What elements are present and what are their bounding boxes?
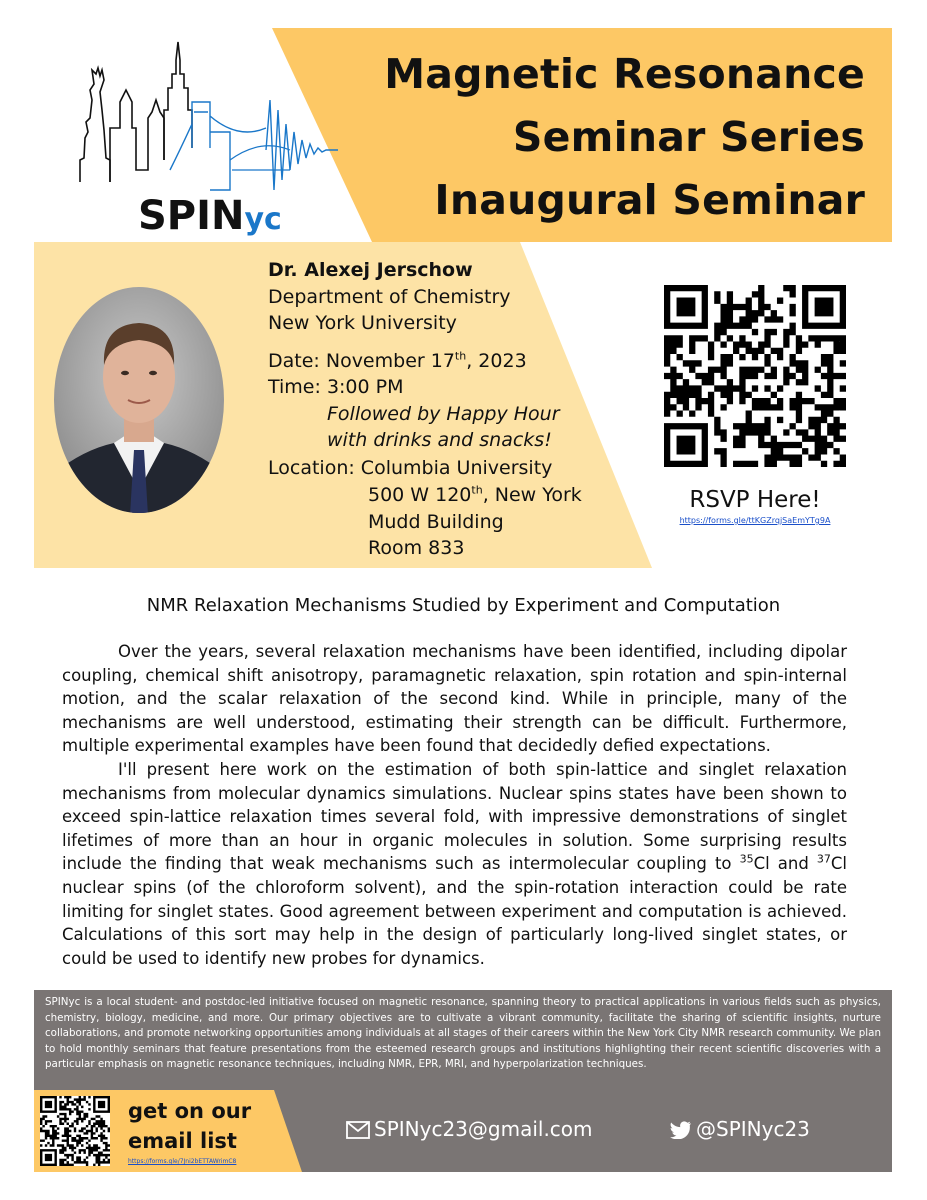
speaker-institution: New York University bbox=[268, 312, 457, 334]
email-list-qr-code[interactable] bbox=[40, 1096, 110, 1166]
event-location-sup: th bbox=[471, 483, 483, 497]
contact-twitter-text: @SPINyc23 bbox=[696, 1117, 810, 1141]
abstract-paragraph-2 bbox=[62, 758, 847, 970]
email-list-cta bbox=[128, 1096, 251, 1156]
abstract-p2-part-a: I'll present here work on the estimation of both spin-lattice and singlet relaxation mechanisms from molecular dynamics simulations. Nuclear spins states have been shown to exceed spin-lattice relaxation times several fold, with impressive demonstrations of singlet lifetimes of more than an hour in organic molecules in solution. Some surprising results include the finding that weak mechanisms such as intermolecular coupling to bbox=[62, 759, 847, 874]
event-location-line-1: Location: Columbia University bbox=[268, 457, 553, 479]
email-cta-line-2: email list bbox=[128, 1129, 237, 1153]
event-location-city: , New York bbox=[482, 484, 582, 506]
speaker-name: Dr. Alexej Jerschow bbox=[268, 259, 473, 281]
event-date bbox=[268, 349, 527, 374]
abstract-paragraph-1: Over the years, several relaxation mechanisms have been identified, including dipolar coupling, chemical shift anisotropy, paramagnetic relaxation, spin rotation and spin-internal motion, and the scalar relaxation of the second kind. While in principle, many of the mechanisms are well understood, estimating their strength can be difficult. Furthermore, multiple experimental examples have been found that decidedly defied expectations. bbox=[62, 642, 847, 756]
abstract-sup-37: 37 bbox=[816, 852, 831, 866]
email-cta-line-1: get on our bbox=[128, 1099, 252, 1123]
event-date-sup: th bbox=[454, 349, 467, 363]
contact-email[interactable] bbox=[346, 1117, 593, 1141]
event-location-line-3: Mudd Building bbox=[368, 511, 504, 533]
event-location-line-4: Room 833 bbox=[368, 537, 465, 559]
event-note-line-2: with drinks and snacks! bbox=[327, 429, 552, 451]
footer-description: SPINyc is a local student- and postdoc-led initiative focused on magnetic resonance, spanning theory to practical applications in various fields such as physics, chemistry, biology, medicine, and more. Our primary objectives are to cultivate a vibrant community, facilitate the sharing of scientific insights, nurture collaborations, and promote networking opportunities among individuals at all stages of their careers within the New York City NMR research community. We plan to hold monthly seminars that feature presentations from the esteemed research groups and institutions highlighting their recent scientific discoveries with a particular emphasis on magnetic resonance techniques, including NMR, EPR, MRI, and hyperpolarization techniques. bbox=[45, 996, 881, 1071]
abstract-p2-part-c: Cl nuclear spins (of the chloroform solvent), and the spin-rotation interaction could be rate limiting for singlet states. Good agreement between experiment and computation is achieved. Calculations of this sort may help in the design of particularly long-lived singlet states, or could be used to identify new probes for dynamics. bbox=[62, 854, 847, 968]
contact-twitter[interactable] bbox=[670, 1117, 810, 1141]
rsvp-qr-code[interactable] bbox=[664, 285, 846, 467]
envelope-icon bbox=[346, 1121, 370, 1139]
event-date-year: , 2023 bbox=[466, 350, 527, 372]
contact-email-text: SPINyc23@gmail.com bbox=[374, 1117, 593, 1141]
abstract-p2-part-b: Cl and bbox=[753, 854, 817, 874]
abstract-sup-35: 35 bbox=[739, 852, 754, 866]
logo-text-sub: yc bbox=[244, 202, 282, 237]
rsvp-label: RSVP Here! bbox=[689, 487, 821, 513]
talk-abstract bbox=[62, 640, 847, 970]
speaker-portrait bbox=[52, 285, 226, 515]
event-location-line-2 bbox=[368, 483, 582, 508]
speaker-department: Department of Chemistry bbox=[268, 286, 511, 308]
rsvp-link[interactable]: https://forms.gle/ttKGZrqjSaEmYTg9A bbox=[679, 516, 831, 525]
event-time: Time: 3:00 PM bbox=[268, 376, 404, 398]
title-line-3: Inaugural Seminar bbox=[434, 176, 865, 224]
title-line-1: Magnetic Resonance bbox=[384, 50, 865, 98]
talk-title: NMR Relaxation Mechanisms Studied by Experiment and Computation bbox=[146, 595, 781, 616]
logo-text-main: SPIN bbox=[138, 193, 245, 239]
event-note-line-1: Followed by Happy Hour bbox=[327, 403, 560, 425]
event-location-street: 500 W 120 bbox=[368, 484, 472, 506]
logo-wordmark bbox=[138, 193, 282, 239]
event-date-label: Date: November 17 bbox=[268, 350, 455, 372]
email-list-link[interactable]: https://forms.gle/7Jni2bETTAWrimC8 bbox=[128, 1158, 237, 1165]
twitter-bird-icon bbox=[670, 1121, 692, 1139]
title-line-2: Seminar Series bbox=[512, 113, 865, 161]
